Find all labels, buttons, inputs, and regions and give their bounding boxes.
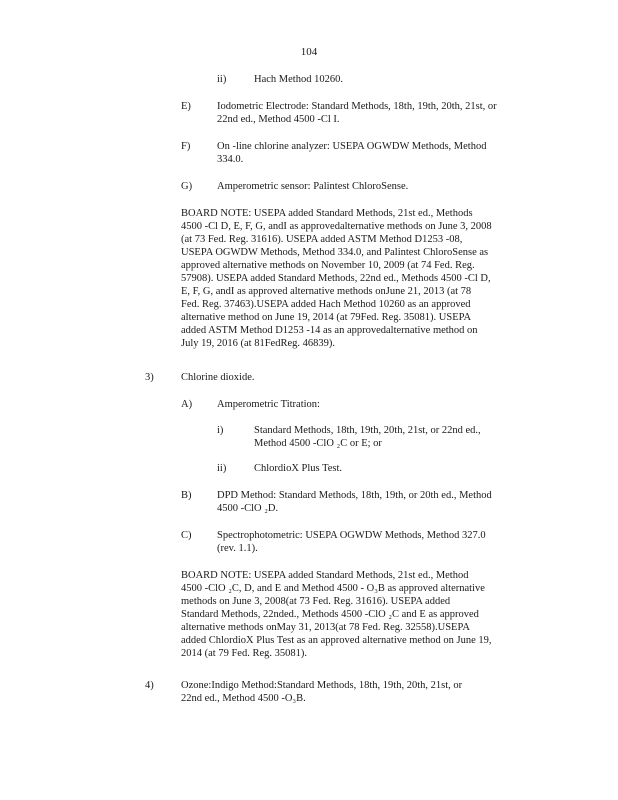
item-label: E) bbox=[181, 101, 191, 112]
item-label: G) bbox=[181, 181, 193, 192]
text-line: USEPA OGWDW Methods, Method 334.0, and Palintest ChloroSense as bbox=[181, 247, 489, 258]
text-line: July 19, 2016 (at 81FedReg. 46839). bbox=[181, 338, 335, 349]
text-line: alternative method on June 19, 2014 (at 79Fed. Reg. 35081). USEPA bbox=[181, 312, 472, 323]
section-label: 3) bbox=[145, 372, 154, 383]
item-label: C) bbox=[181, 530, 192, 541]
item-label: ii) bbox=[217, 74, 227, 85]
text-line: 57908). USEPA added Standard Methods, 22nd ed., Methods 4500 -Cl D, bbox=[181, 273, 491, 284]
item-text bbox=[217, 398, 517, 411]
item-label: i) bbox=[217, 425, 224, 436]
text-line: Standard Methods, 18th, 19th, 20th, 21st, or 22nd ed., bbox=[254, 425, 481, 436]
text-line: (at 73 Fed. Reg. 31616). USEPA added ASTM Method D1253 -08, bbox=[181, 234, 463, 245]
text-line: Spectrophotometric: USEPA OGWDW Methods, Method 327.0 bbox=[217, 530, 486, 541]
text-line: On -line chlorine analyzer: USEPA OGWDW Methods, Method bbox=[217, 141, 487, 152]
text-line: alternative methods onMay 31, 2013(at 78 Fed. Reg. 32558).USEPA bbox=[181, 622, 470, 633]
item-text bbox=[217, 180, 537, 193]
item-text bbox=[254, 73, 554, 86]
text-line: 22nd ed., Method 4500 -Cl I. bbox=[217, 114, 340, 125]
text-line: DPD Method: Standard Methods, 18th, 19th, or 20th ed., Method bbox=[217, 490, 492, 501]
text-line: added ASTM Method D1253 -14 as an approvedalternative method on bbox=[181, 325, 478, 336]
text-line: 4500 -ClO ₂D. bbox=[217, 503, 279, 514]
page-number: 104 bbox=[300, 46, 318, 58]
text-line: BOARD NOTE: USEPA added Standard Methods, 21st ed., Method bbox=[181, 570, 469, 581]
item-text bbox=[217, 100, 537, 126]
text-line: Method 4500 -ClO ₂C or E; or bbox=[254, 438, 382, 449]
text-line: Amperometric sensor: Palintest ChloroSense. bbox=[217, 181, 409, 192]
text-line: Hach Method 10260. bbox=[254, 74, 343, 85]
text-line: Iodometric Electrode: Standard Methods, 18th, 19th, 20th, 21st, or bbox=[217, 101, 497, 112]
text-line: Chlorine dioxide. bbox=[181, 372, 255, 383]
text-line: 4500 -ClO ₂C, D, and E and Method 4500 - O₃B as approved alternative bbox=[181, 583, 485, 594]
text-line: 2014 (at 79 Fed. Reg. 35081). bbox=[181, 648, 307, 659]
text-line: methods on June 3, 2008(at 73 Fed. Reg. 31616). USEPA added bbox=[181, 596, 451, 607]
item-text bbox=[217, 529, 537, 555]
section-text bbox=[181, 679, 537, 705]
item-label: F) bbox=[181, 141, 191, 152]
text-line: Fed. Reg. 37463).USEPA added Hach Method 10260 as an approved bbox=[181, 299, 471, 310]
text-line: BOARD NOTE: USEPA added Standard Methods, 21st ed., Methods bbox=[181, 208, 473, 219]
text-line: added ChlordioX Plus Test as an approved alternative method on June 19, bbox=[181, 635, 492, 646]
section-heading bbox=[181, 371, 481, 384]
text-line: E, F, G, andI as approved alternative methods onJune 21, 2013 (at 78 bbox=[181, 286, 472, 297]
text-line: Standard Methods, 22nded., Methods 4500 -ClO ₂C and E as approved bbox=[181, 609, 479, 620]
board-note bbox=[181, 207, 537, 350]
item-text bbox=[254, 462, 544, 475]
text-line: 4500 -Cl D, E, F, G, andI as approvedalternative methods on June 3, 2008 bbox=[181, 221, 492, 232]
item-text bbox=[254, 424, 544, 450]
text-line: Amperometric Titration: bbox=[217, 399, 320, 410]
text-line: (rev. 1.1). bbox=[217, 543, 258, 554]
text-line: ChlordioX Plus Test. bbox=[254, 463, 343, 474]
text-line: 334.0. bbox=[217, 154, 244, 165]
item-label: ii) bbox=[217, 463, 227, 474]
section-label: 4) bbox=[145, 680, 154, 691]
item-text bbox=[217, 140, 537, 166]
item-label: B) bbox=[181, 490, 192, 501]
item-text bbox=[217, 489, 537, 515]
text-line: approved alternative methods on November 10, 2009 (at 74 Fed. Reg. bbox=[181, 260, 475, 271]
text-line: Ozone:Indigo Method:Standard Methods, 18th, 19th, 20th, 21st, or bbox=[181, 680, 463, 691]
board-note bbox=[181, 569, 537, 660]
text-line: 22nd ed., Method 4500 -O₃B. bbox=[181, 693, 306, 704]
item-label: A) bbox=[181, 399, 193, 410]
